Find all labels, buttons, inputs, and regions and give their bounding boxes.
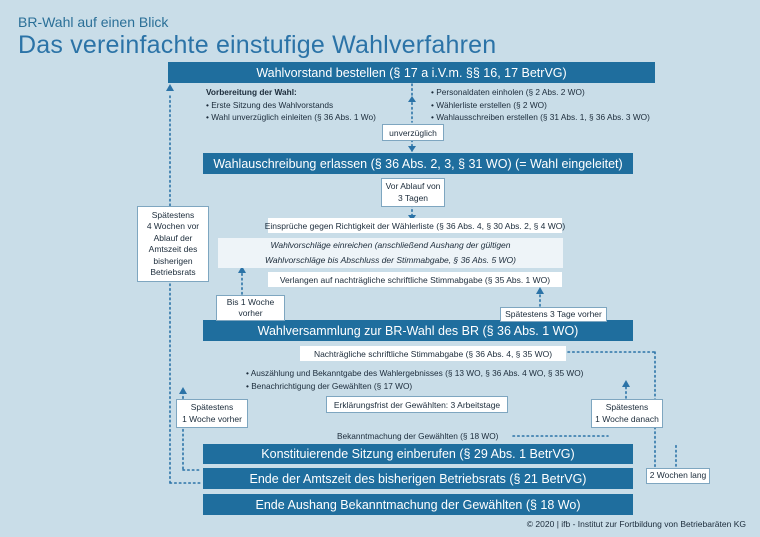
box-einsprueche: Einsprüche gegen Richtigkeit der Wählerliste (§ 36 Abs. 4, § 30 Abs. 2, § 4 WO) bbox=[268, 218, 562, 233]
auszaehlung-item: • Auszählung und Bekanntgabe des Wahlergebnisses (§ 13 WO, § 36 Abs. 4 WO, § 35 WO) bbox=[246, 368, 584, 378]
vorbereitung-item: • Wahl unverzüglich einleiten (§ 36 Abs. 1 Wo) bbox=[206, 112, 376, 122]
note-line: 1 Woche danach bbox=[595, 413, 659, 424]
note-line: Bis 1 Woche bbox=[226, 296, 275, 307]
vorbereitung-item: • Erste Sitzung des Wahlvorstands bbox=[206, 99, 334, 110]
box-unverzueglich: unverzüglich bbox=[382, 124, 444, 141]
box-nachtraegliche-stimmabgabe: Nachträgliche schriftliche Stimmabgabe (§ 36 Abs. 4, § 35 WO) bbox=[300, 346, 566, 361]
box-erklaerungsfrist: Erklärungsfrist der Gewählten: 3 Arbeitstage bbox=[326, 396, 508, 413]
vorbereitung-right bbox=[431, 86, 650, 124]
note-line: bisherigen bbox=[153, 255, 193, 266]
box-line: Wahlvorschläge einreichen (anschließend Aushang der gültigen bbox=[270, 240, 511, 250]
box-wahlvorschlaege bbox=[218, 238, 563, 268]
step-wahlversammlung: Wahlversammlung zur BR-Wahl des BR (§ 36 Abs. 1 WO) bbox=[203, 320, 633, 341]
vorbereitung-left bbox=[206, 86, 376, 124]
step-ende-aushang: Ende Aushang Bekanntmachung der Gewählten (§ 18 Wo) bbox=[203, 494, 633, 515]
vorbereitung-item: • Personaldaten einholen (§ 2 Abs. 2 WO) bbox=[431, 87, 585, 97]
note-zwei-wochen-lang bbox=[646, 468, 710, 484]
note-line: 4 Wochen vor bbox=[146, 221, 200, 231]
note-spaetestens-3-tage bbox=[500, 307, 607, 322]
vorbereitung-heading: Vorbereitung der Wahl: bbox=[206, 87, 297, 97]
note-bis-1-woche bbox=[216, 295, 285, 321]
note-line: 1 Woche vorher bbox=[182, 413, 242, 424]
step-ende-amtszeit: Ende der Amtszeit des bisherigen Betriebsrats (§ 21 BetrVG) bbox=[203, 468, 633, 489]
box-vor-ablauf bbox=[381, 178, 445, 207]
vorbereitung-item: • Wählerliste erstellen (§ 2 WO) bbox=[431, 99, 547, 110]
note-line: 3 Tagen bbox=[397, 192, 429, 203]
step-wahlausschreibung: Wahlauschreibung erlassen (§ 36 Abs. 2, 3, § 31 WO) (= Wahl eingeleitet) bbox=[203, 153, 633, 174]
auszaehlung-item: • Benachrichtigung der Gewählten (§ 17 WO) bbox=[246, 380, 413, 391]
auszaehlung-list bbox=[246, 367, 583, 392]
box-line: Wahlvorschläge bis Abschluss der Stimmabgabe, § 36 Abs. 5 WO) bbox=[264, 255, 517, 265]
note-line: Ablauf der bbox=[153, 232, 193, 243]
note-line: Spätestens bbox=[151, 209, 195, 220]
note-line: Vor Ablauf von bbox=[385, 181, 441, 191]
note-line: Spätestens bbox=[190, 402, 234, 412]
note-spaetestens-1-woche-danach bbox=[591, 399, 663, 428]
box-verlangen: Verlangen auf nachträgliche schriftliche Stimmabgabe (§ 35 Abs. 1 WO) bbox=[268, 272, 562, 287]
note-spaetestens-1-woche-vorher bbox=[176, 399, 248, 428]
note-line: Amtszeit des bbox=[148, 244, 198, 254]
note-line: Spätestens bbox=[605, 402, 649, 412]
text-bekanntmachung: Bekanntmachung der Gewählten (§ 18 WO) bbox=[337, 431, 499, 441]
vorbereitung-item: • Wahlausschreiben erstellen (§ 31 Abs. 1, § 36 Abs. 3 WO) bbox=[431, 112, 650, 122]
note-spaetestens-4-wochen bbox=[137, 206, 209, 282]
kicker: BR-Wahl auf einen Blick bbox=[18, 14, 169, 30]
step-wahlvorstand: Wahlvorstand bestellen (§ 17 a i.V.m. §§ 16, 17 BetrVG) bbox=[168, 62, 655, 83]
note-line: 2 Wochen lang bbox=[649, 470, 707, 481]
page-title: Das vereinfachte einstufige Wahlverfahren bbox=[18, 31, 497, 59]
copyright-footer: © 2020 | ifb - Institut zur Fortbildung von Betriebaräten KG bbox=[526, 519, 746, 529]
note-line: Spätestens 3 Tage vorher bbox=[505, 308, 602, 319]
note-line: Betriebsrats bbox=[150, 267, 196, 277]
note-line: vorher bbox=[238, 308, 263, 318]
step-konstituierende-sitzung: Konstituierende Sitzung einberufen (§ 29 Abs. 1 BetrVG) bbox=[203, 444, 633, 464]
